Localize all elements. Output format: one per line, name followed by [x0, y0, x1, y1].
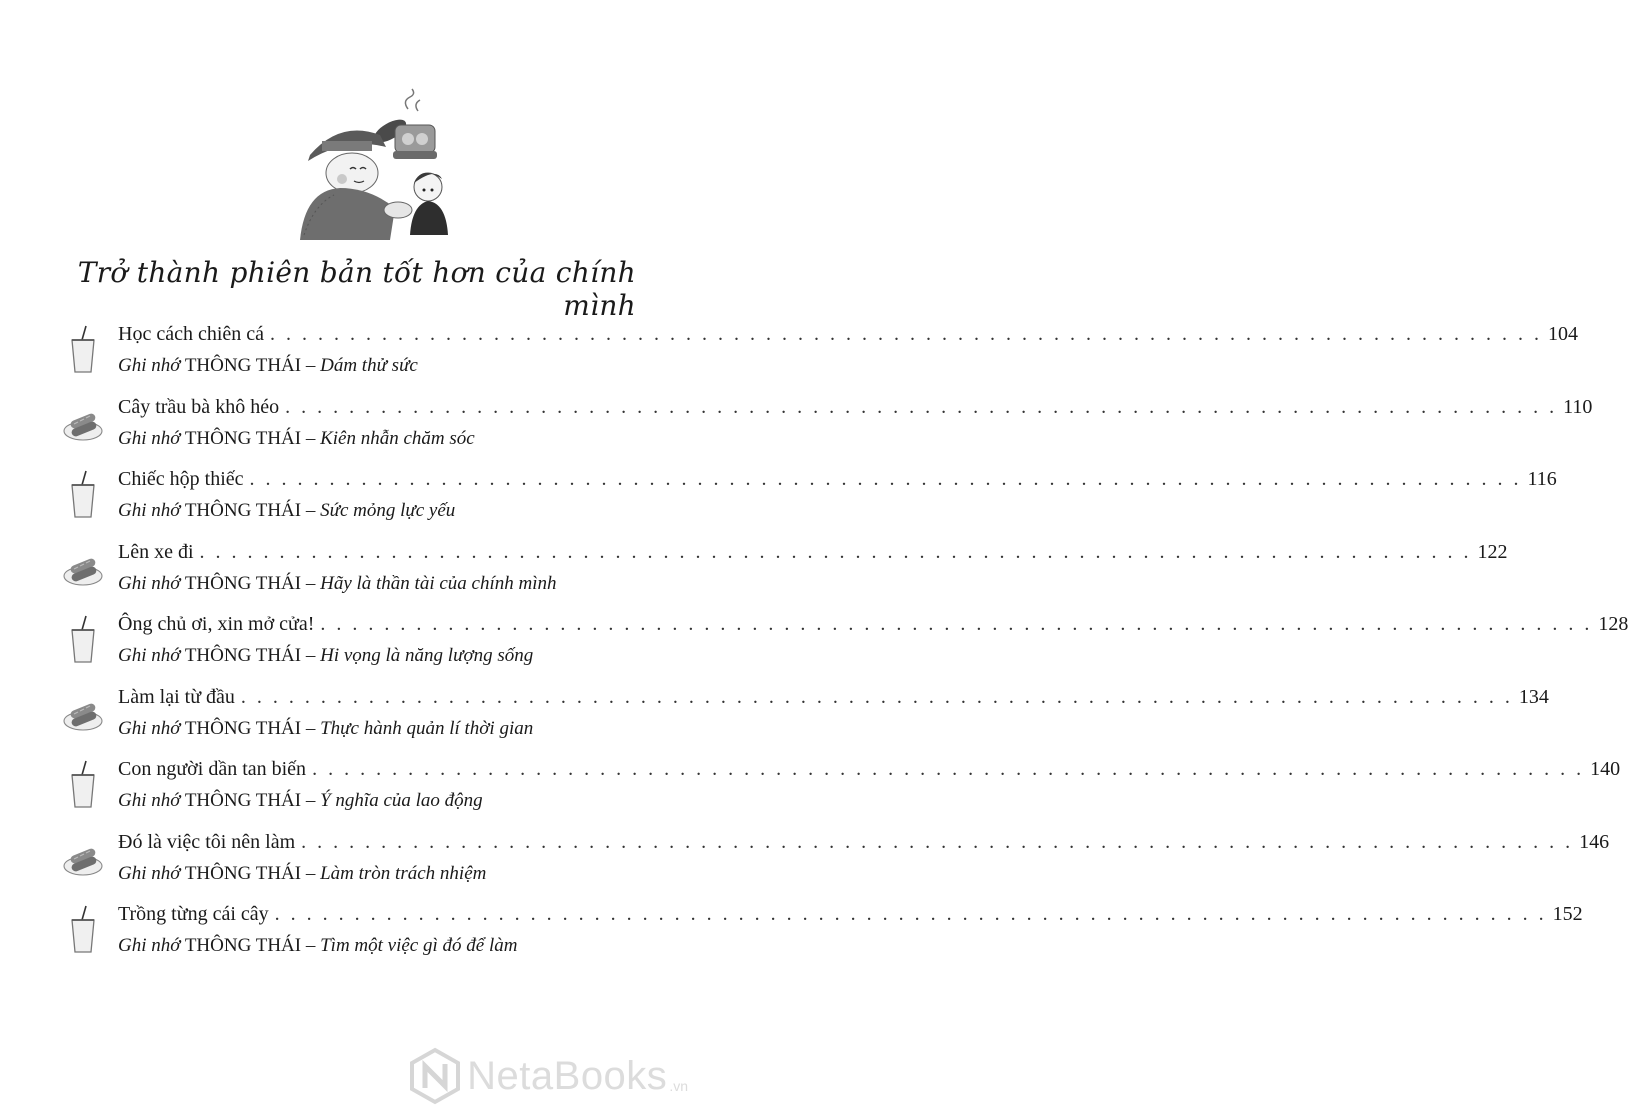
dot-leader: . . . . . . . . . . . . . . . . . . . . . . . . . . . . . . . . . . . . . . . . . . . . . . . . . . . . . . . . . . . . . . . . . . . . . . . . . . . . . . . .: [249, 468, 1522, 490]
toc-title-line: [118, 611, 1628, 637]
toc-title: Chiếc hộp thiếc: [118, 468, 244, 490]
toc-entry[interactable]: [0, 536, 1508, 608]
subtitle-prefix: Ghi nhớ: [118, 645, 181, 666]
subtitle-dash: –: [305, 572, 316, 594]
toc-subtitle: [118, 572, 557, 596]
watermark-tld: .vn: [669, 1078, 688, 1094]
watermark-brand: NetaBooks: [467, 1053, 668, 1098]
toc-title: Học cách chiên cá: [118, 323, 265, 345]
drink-cup-icon: [62, 614, 104, 664]
toc-title-line: [118, 901, 1583, 927]
toc-subtitle: [118, 354, 418, 378]
toc-title-line: [118, 466, 1557, 492]
toc-title-line: [118, 321, 1579, 347]
toc-title: Cây trầu bà khô héo: [118, 395, 280, 418]
toc-title: Đó là việc tôi nên làm: [118, 830, 296, 853]
dot-leader: . . . . . . . . . . . . . . . . . . . . . . . . . . . . . . . . . . . . . . . . . . . . . . . . . . . . . . . . . . . . . . . . . . . . . . . . . . . . . . . .: [301, 830, 1574, 853]
watermark: [409, 1048, 688, 1104]
toc-title: Làm lại từ đầu: [118, 685, 235, 708]
section-title: Trở thành phiên bản tốt hơn của chính mình: [77, 256, 636, 322]
toc-entry[interactable]: [0, 608, 1628, 680]
toc-title: Trồng từng cái cây: [118, 903, 269, 925]
toc-subtitle: [118, 499, 455, 523]
subtitle-brand: THÔNG THÁI: [184, 935, 302, 956]
spring-rolls-icon: [62, 542, 104, 592]
netabooks-logo-icon: [409, 1048, 461, 1104]
subtitle-brand: THÔNG THÁI: [184, 862, 302, 884]
spring-rolls-icon: [62, 397, 104, 447]
subtitle-dash: –: [305, 790, 316, 811]
toc-entry[interactable]: [0, 391, 1593, 463]
subtitle-prefix: Ghi nhớ: [118, 862, 181, 884]
dot-leader: . . . . . . . . . . . . . . . . . . . . . . . . . . . . . . . . . . . . . . . . . . . . . . . . . . . . . . . . . . . . . . . . . . . . . . . . . . . . . . . .: [270, 323, 1543, 345]
subtitle-prefix: Ghi nhớ: [118, 427, 181, 449]
subtitle-dash: –: [305, 717, 316, 739]
toc-title-line: [118, 756, 1621, 782]
toc-subtitle: [118, 644, 533, 668]
toc-subtitle: [118, 427, 475, 451]
toc-title-line: [118, 829, 1610, 855]
subtitle-topic: Hi vọng là năng lượng sống: [320, 645, 534, 666]
subtitle-brand: THÔNG THÁI: [184, 645, 302, 666]
toc-page-number: 134: [1518, 685, 1549, 708]
subtitle-dash: –: [305, 935, 316, 956]
dot-leader: . . . . . . . . . . . . . . . . . . . . . . . . . . . . . . . . . . . . . . . . . . . . . . . . . . . . . . . . . . . . . . . . . . . . . . . . . . . . . . . .: [320, 613, 1593, 635]
subtitle-topic: Hãy là thần tài của chính mình: [320, 572, 557, 594]
toc-title-line: [118, 539, 1508, 565]
drink-cup-icon: [62, 759, 104, 809]
toc-entry[interactable]: [0, 681, 1549, 753]
toc-entry[interactable]: [0, 318, 1579, 390]
dot-leader: . . . . . . . . . . . . . . . . . . . . . . . . . . . . . . . . . . . . . . . . . . . . . . . . . . . . . . . . . . . . . . . . . . . . . . . . . . . . . . . .: [240, 685, 1513, 708]
grandmother-and-child-illustration: [290, 95, 470, 245]
subtitle-dash: –: [305, 500, 316, 521]
toc-subtitle: [118, 934, 517, 958]
subtitle-brand: THÔNG THÁI: [184, 572, 302, 594]
toc-subtitle: [118, 862, 486, 886]
spring-rolls-icon: [62, 687, 104, 737]
toc-entry[interactable]: [0, 898, 1583, 970]
toc-page-number: 110: [1563, 395, 1593, 418]
subtitle-brand: THÔNG THÁI: [184, 790, 302, 811]
subtitle-dash: –: [305, 862, 316, 884]
toc-page-number: 122: [1477, 540, 1508, 563]
subtitle-brand: THÔNG THÁI: [184, 355, 302, 376]
dot-leader: . . . . . . . . . . . . . . . . . . . . . . . . . . . . . . . . . . . . . . . . . . . . . . . . . . . . . . . . . . . . . . . . . . . . . . . . . . . . . . . .: [312, 758, 1585, 780]
subtitle-brand: THÔNG THÁI: [184, 427, 302, 449]
drink-cup-icon: [62, 904, 104, 954]
dot-leader: . . . . . . . . . . . . . . . . . . . . . . . . . . . . . . . . . . . . . . . . . . . . . . . . . . . . . . . . . . . . . . . . . . . . . . . . . . . . . . . .: [274, 903, 1547, 925]
subtitle-topic: Tìm một việc gì đó để làm: [320, 935, 518, 956]
toc-entry[interactable]: [0, 826, 1610, 898]
toc-page-number: 146: [1579, 830, 1610, 853]
subtitle-prefix: Ghi nhớ: [118, 717, 181, 739]
toc-page-number: 152: [1552, 903, 1583, 925]
toc-title-line: [118, 684, 1549, 710]
dot-leader: . . . . . . . . . . . . . . . . . . . . . . . . . . . . . . . . . . . . . . . . . . . . . . . . . . . . . . . . . . . . . . . . . . . . . . . . . . . . . . . .: [285, 395, 1558, 418]
subtitle-topic: Làm tròn trách nhiệm: [320, 862, 487, 884]
toc-page-number: 128: [1598, 613, 1628, 635]
drink-cup-icon: [62, 469, 104, 519]
toc-entry[interactable]: [0, 463, 1557, 535]
subtitle-prefix: Ghi nhớ: [118, 500, 181, 521]
subtitle-dash: –: [305, 645, 316, 666]
subtitle-prefix: Ghi nhớ: [118, 355, 181, 376]
subtitle-prefix: Ghi nhớ: [118, 935, 181, 956]
subtitle-dash: –: [305, 427, 316, 449]
toc-subtitle: [118, 789, 483, 813]
subtitle-brand: THÔNG THÁI: [184, 500, 302, 521]
subtitle-topic: Kiên nhẫn chăm sóc: [320, 427, 475, 449]
toc-title: Lên xe đi: [118, 540, 194, 563]
spring-rolls-icon: [62, 832, 104, 882]
toc-page-number: 116: [1527, 468, 1557, 490]
subtitle-topic: Ý nghĩa của lao động: [320, 790, 483, 811]
subtitle-prefix: Ghi nhớ: [118, 572, 181, 594]
toc-title: Ông chủ ơi, xin mở cửa!: [118, 613, 315, 635]
toc-title-line: [118, 394, 1593, 420]
subtitle-dash: –: [305, 355, 316, 376]
subtitle-topic: Dám thử sức: [320, 355, 418, 376]
toc-subtitle: [118, 717, 533, 741]
drink-cup-icon: [62, 324, 104, 374]
toc-page-number: 104: [1548, 323, 1579, 345]
toc-entry[interactable]: [0, 753, 1621, 825]
toc-page-number: 140: [1590, 758, 1621, 780]
dot-leader: . . . . . . . . . . . . . . . . . . . . . . . . . . . . . . . . . . . . . . . . . . . . . . . . . . . . . . . . . . . . . . . . . . . . . . . . . . . . . . . .: [199, 540, 1472, 563]
subtitle-topic: Sức mỏng lực yếu: [320, 500, 456, 521]
toc-title: Con người dần tan biến: [118, 758, 307, 780]
subtitle-brand: THÔNG THÁI: [184, 717, 302, 739]
subtitle-topic: Thực hành quản lí thời gian: [320, 717, 534, 739]
subtitle-prefix: Ghi nhớ: [118, 790, 181, 811]
